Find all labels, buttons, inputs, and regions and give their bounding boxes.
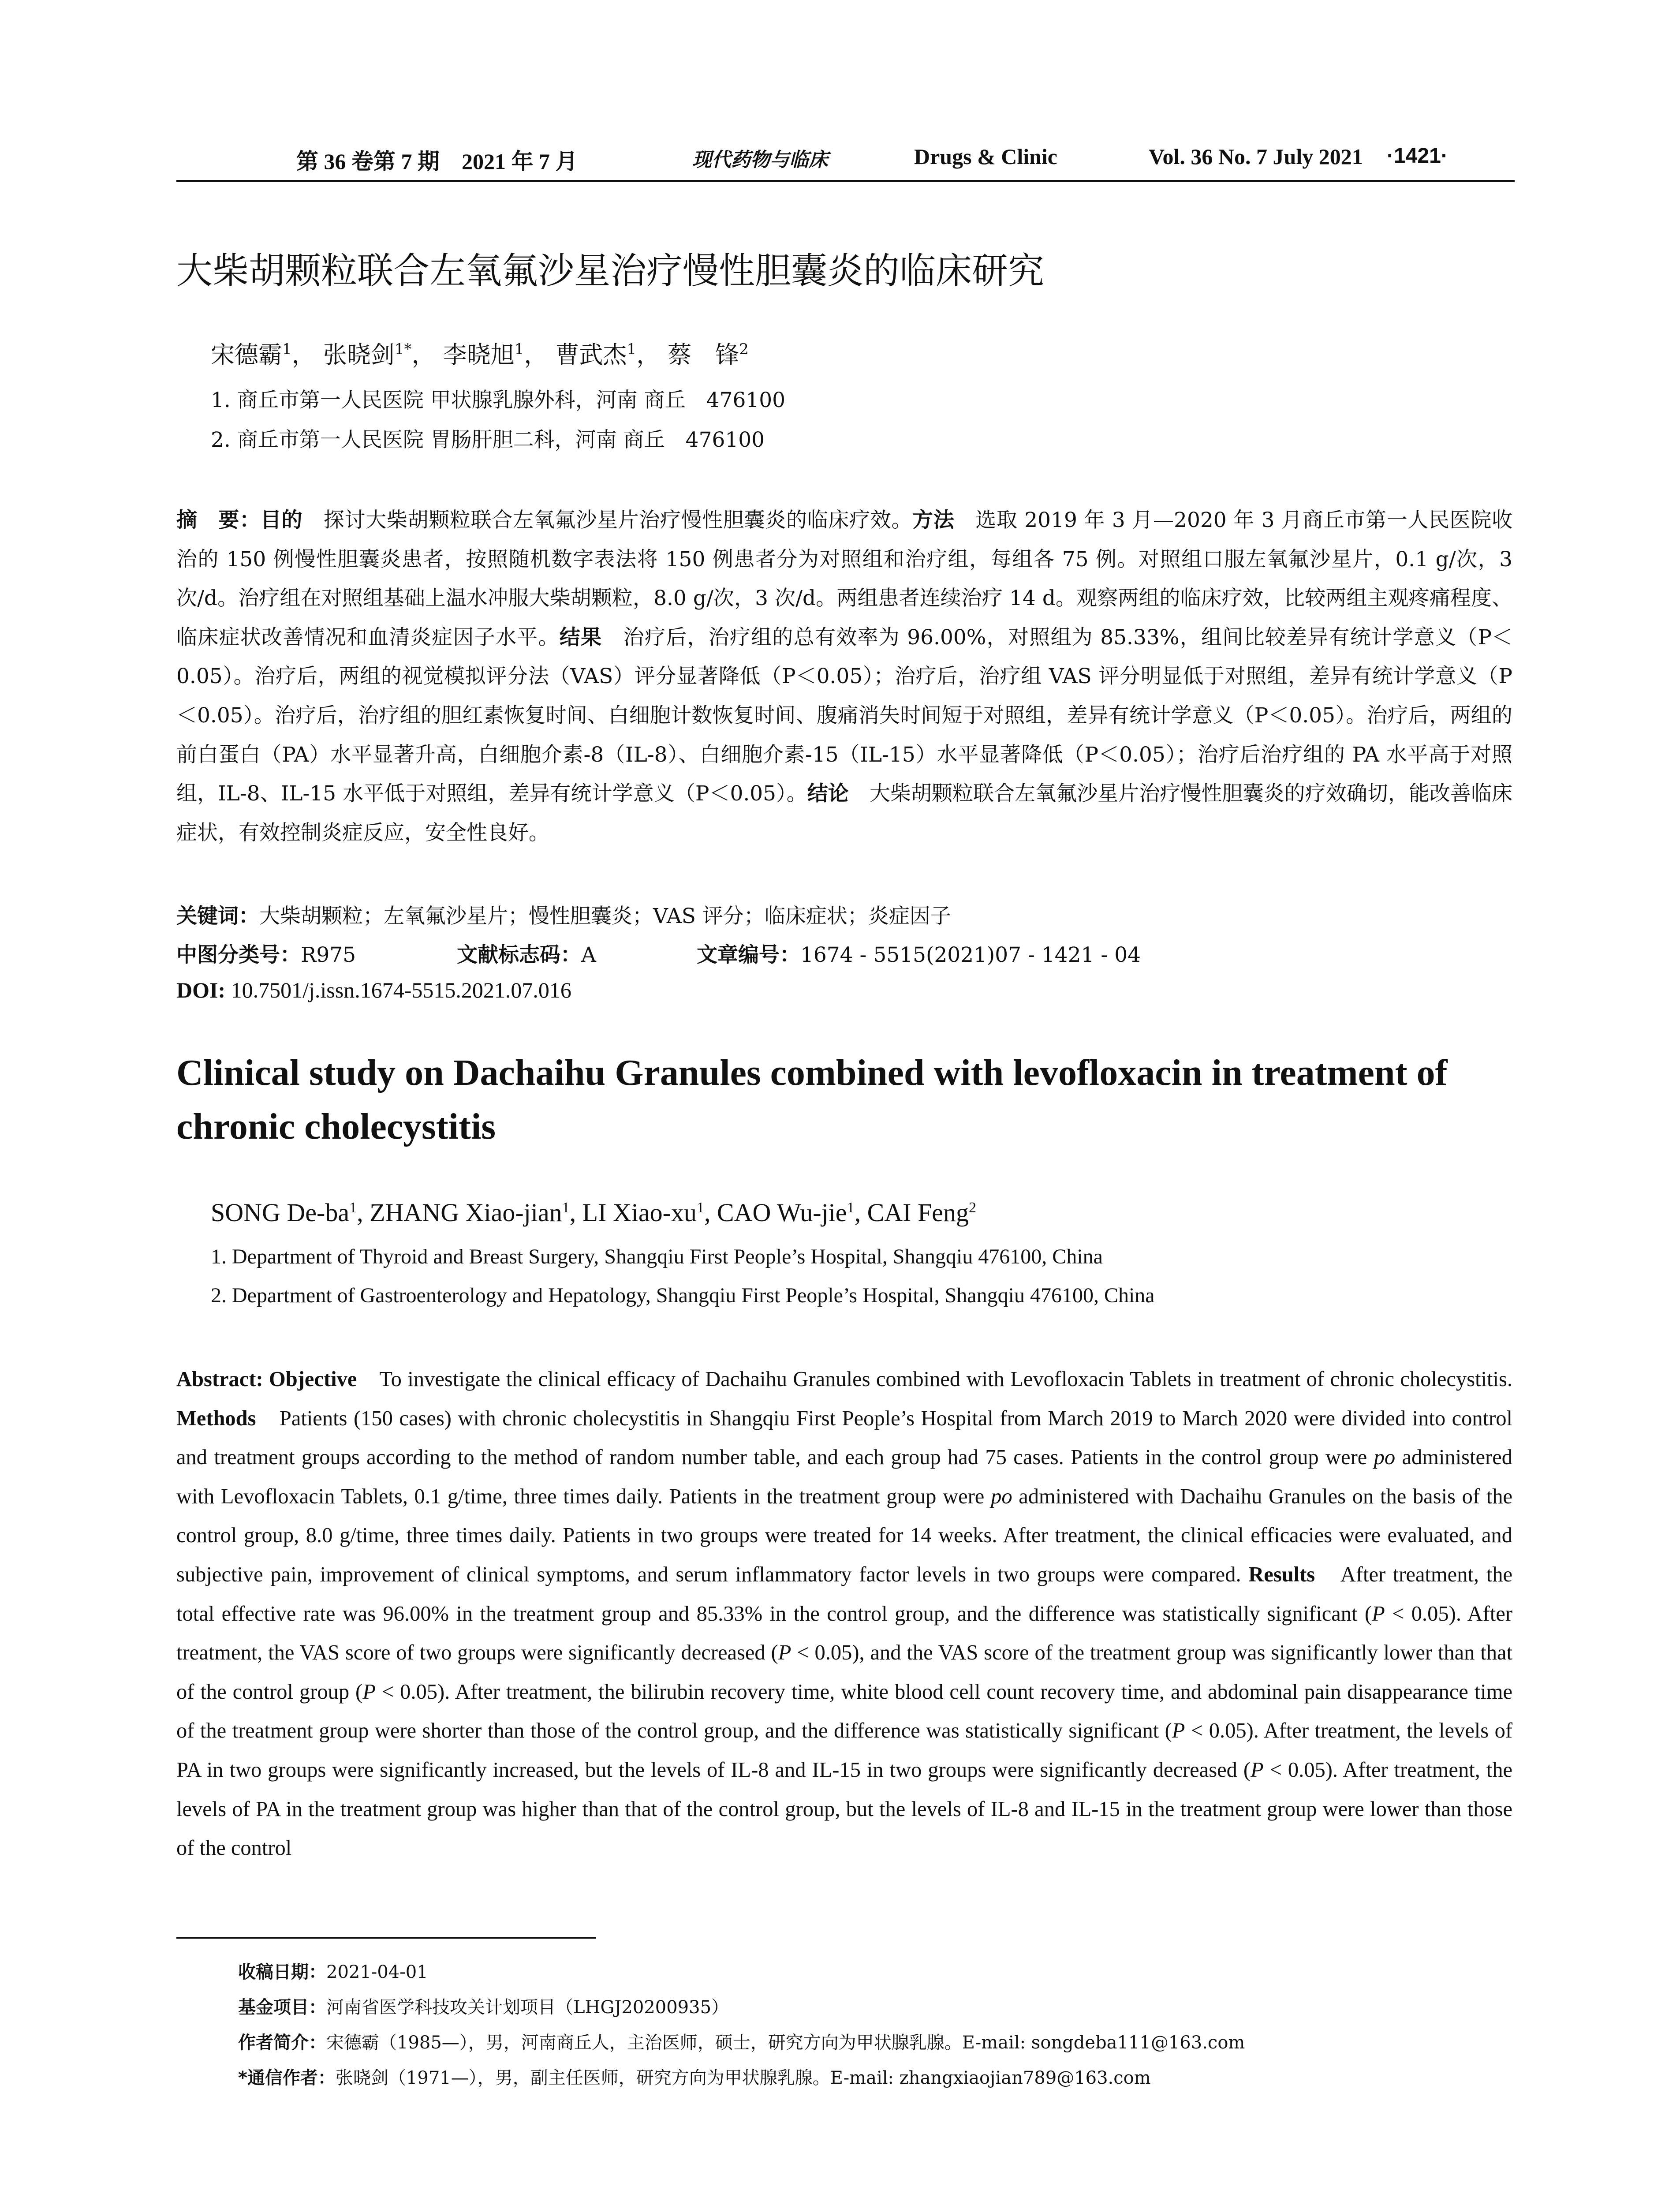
author-affiliation-mark: 1 (562, 1200, 570, 1216)
author-name-en: CAI Feng (867, 1198, 969, 1227)
doi-value: 10.7501/j.issn.1674-5515.2021.07.016 (225, 978, 571, 1002)
author-affiliation-mark: 1 (514, 340, 524, 358)
abstract-cn (176, 501, 1512, 852)
p-value-symbol: P (362, 1680, 376, 1704)
objective-label-cn: 目的 (260, 508, 303, 532)
results-text-en: < 0.05). After treatment, the bilirubin recovery time, white blood cell count recovery time, and abdominal pain disappearance time of the treatment group were shorter than those of the control group, and the difference was statistically significant ( (176, 1680, 1512, 1743)
keywords-text: 大柴胡颗粒；左氧氟沙星片；慢性胆囊炎；VAS 评分；临床症状；炎症因子 (259, 904, 951, 928)
methods-text-en: administered with Levofloxacin Tablets, 0.1 g/time, three times daily. Patients in the treatment group were (176, 1446, 1512, 1508)
author-bio-text: 宋德霸（1985—），男，河南商丘人，主治医师，硕士，研究方向为甲状腺乳腺。E-mail: songdeba111@163.com (326, 2033, 1245, 2053)
results-text-en: < 0.05). After treatment, the levels of PA in the treatment group was higher than that of the control group, but the levels of IL-8 and IL-15 in the treatment group were lower than those of the control (176, 1758, 1512, 1860)
author-affiliation-mark: 1 (627, 340, 637, 358)
document-code-label: 文献标志码： (457, 943, 581, 967)
author-separator: , (704, 1198, 717, 1227)
author-name-cn: 张晓剑 (323, 341, 395, 369)
corresponding-text: 张晓剑（1971—），男，副主任医师，研究方向为甲状腺乳腺。E-mail: zhangxiaojian789@163.com (335, 2068, 1151, 2088)
methods-label-en: Methods (176, 1406, 256, 1430)
route-po: po (1374, 1446, 1396, 1469)
header-page-number: ·1421· (1387, 144, 1448, 168)
author-affiliation-mark: 1 (349, 1200, 357, 1216)
article-title-cn: 大柴胡颗粒联合左氧氟沙星治疗慢性胆囊炎的临床研究 (176, 250, 1045, 292)
keywords-label: 关键词： (176, 904, 259, 928)
article-id (697, 938, 1141, 968)
results-text-en: < 0.05). After treatment, the VAS score of two groups were significantly decreased ( (176, 1602, 1512, 1665)
author-separator: , (854, 1198, 867, 1227)
footnote-corresponding-author (238, 2064, 1151, 2089)
author-name-en: SONG De-ba (211, 1198, 350, 1227)
author-separator: , (357, 1198, 370, 1227)
methods-text-cn: 选取 2019 年 3 月—2020 年 3 月商丘市第一人民医院收治的 150 例慢性胆囊炎患者，按照随机数字表法将 150 例患者分为对照组和治疗组，每组各 75 例。对照组口服左氧氟沙星片，0.1 g/次，3 次/d。治疗组在对照组基础上温水冲服大柴胡颗粒，8.0 g/次，3 次/d。两组患者连续治疗 14 d。观察两组的临床疗效，比较两组主观疼痛程度、临床症状改善情况和血清炎症因子水平。 (176, 508, 1513, 650)
objective-text-cn: 探讨大柴胡颗粒联合左氧氟沙星片治疗慢性胆囊炎的临床疗效。 (302, 508, 913, 532)
author-affiliation-mark: 1 (847, 1200, 855, 1216)
author-separator: ， (291, 341, 316, 369)
author-affiliation-mark: 1 (282, 340, 292, 358)
funding-text: 河南省医学科技攻关计划项目（LHGJ20200935） (326, 1997, 729, 2018)
author-affiliation-mark: 1* (394, 340, 412, 358)
header-journal-en: Drugs & Clinic (914, 144, 1057, 169)
doi-line (176, 977, 571, 1003)
article-id-value: 1674 - 5515(2021)07 - 1421 - 04 (800, 943, 1141, 967)
author-name-en: CAO Wu-jie (717, 1198, 847, 1227)
author-name-cn: 李晓旭 (443, 341, 515, 369)
results-text-en: < 0.05). After treatment, the levels of PA in two groups were significantly increased, but the levels of IL-8 and IL-15 in two groups were significantly decreased ( (176, 1719, 1512, 1782)
received-date: 2021-04-01 (326, 1962, 428, 1982)
author-name-cn: 宋德霸 (211, 341, 282, 369)
author-list-en (211, 1198, 976, 1227)
methods-label-cn: 方法 (912, 508, 955, 532)
author-separator: , (569, 1198, 582, 1227)
document-code-value: A (581, 943, 596, 967)
abstract-label-cn: 摘 要： (176, 508, 261, 532)
methods-text-en: Patients (150 cases) with chronic cholecystitis in Shangqiu First People’s Hospital from March 2019 to March 2020 were divided into control and treatment groups according to the method of random number table, and each group had 75 cases. Patients in the control group were (176, 1406, 1512, 1469)
header-issue-en: Vol. 36 No. 7 July 2021 (1149, 144, 1363, 169)
conclusion-label-cn: 结论 (807, 781, 849, 806)
p-value-symbol: P (1372, 1602, 1385, 1626)
author-name-en: ZHANG Xiao-jian (370, 1198, 562, 1227)
route-po: po (991, 1484, 1012, 1508)
p-value-symbol: P (1172, 1719, 1185, 1743)
running-header (176, 140, 1515, 182)
abstract-label-en: Abstract: (176, 1368, 269, 1391)
received-label: 收稿日期： (238, 1962, 326, 1982)
author-name-en: LI Xiao-xu (582, 1198, 697, 1227)
objective-text-en: To investigate the clinical efficacy of Dachaihu Granules combined with Levofloxacin Tablets in treatment of chronic cholecystitis. (357, 1368, 1512, 1391)
author-separator: ， (411, 341, 436, 369)
author-name-cn: 蔡 锋 (668, 341, 739, 369)
author-bio-label: 作者简介： (238, 2033, 326, 2053)
author-affiliation-mark: 1 (696, 1200, 704, 1216)
footnote-divider (176, 1937, 596, 1939)
results-text-cn: 治疗后，治疗组的总有效率为 96.00%，对照组为 85.33%，组间比较差异有统计学意义（P＜0.05）。治疗后，两组的视觉模拟评分法（VAS）评分显著降低（P＜0.05）；治疗后，治疗组 VAS 评分明显低于对照组，差异有统计学意义（P＜0.05）。治疗后，治疗组的胆红素恢复时间、白细胞计数恢复时间、腹痛消失时间短于对照组，差异有统计学意义（P＜0.05）。治疗后，两组的前白蛋白（PA）水平显著升高，白细胞介素-8（IL-8）、白细胞介素-15（IL-15）水平显著降低（P＜0.05）；治疗后治疗组的 PA 水平高于对照组，IL-8、IL-15 水平低于对照组，差异有统计学意义（P＜0.05）。 (176, 625, 1512, 806)
header-journal-cn: 现代药物与临床 (692, 149, 828, 171)
conclusion-text-cn: 大柴胡颗粒联合左氧氟沙星片治疗慢性胆囊炎的疗效确切，能改善临床症状，有效控制炎症反应，安全性良好。 (176, 781, 1512, 845)
results-text-en: After treatment, the total effective rate was 96.00% in the treatment group and 85.33% in the control group, and the difference was statistically significant ( (176, 1562, 1512, 1626)
article-id-label: 文章编号： (697, 943, 800, 967)
document-code (457, 938, 596, 968)
results-text-en: < 0.05), and the VAS score of the treatment group was significantly lower than that of the control group ( (176, 1641, 1512, 1704)
footnote-author-bio (238, 2029, 1245, 2054)
doi-label: DOI: (176, 978, 226, 1002)
results-label-cn: 结果 (559, 625, 602, 650)
funding-label: 基金项目： (238, 1997, 326, 2018)
classification-number (176, 938, 356, 968)
affiliation-en-1: 1. Department of Thyroid and Breast Surgery, Shangqiu First People’s Hospital, Shangqiu 476100, China (211, 1245, 1103, 1268)
keywords-cn (176, 900, 951, 929)
affiliation-cn-2: 2. 商丘市第一人民医院 胃肠肝胆二科，河南 商丘 476100 (211, 428, 765, 452)
author-separator: ， (524, 341, 548, 369)
author-name-cn: 曹武杰 (555, 341, 627, 369)
corresponding-label: *通信作者： (238, 2068, 336, 2088)
footnote-received (238, 1958, 428, 1983)
author-affiliation-mark: 2 (739, 340, 749, 358)
classification-label: 中图分类号： (176, 943, 301, 967)
affiliation-cn-1: 1. 商丘市第一人民医院 甲状腺乳腺外科，河南 商丘 476100 (211, 388, 786, 412)
author-affiliation-mark: 2 (968, 1200, 976, 1216)
classification-value: R975 (301, 943, 356, 967)
objective-label-en: Objective (269, 1368, 357, 1391)
author-list-cn (211, 336, 749, 370)
footnote-funding (238, 1993, 729, 2018)
results-label-en: Results (1248, 1562, 1315, 1586)
affiliation-en-2: 2. Department of Gastroenterology and Hepatology, Shangqiu First People’s Hospital, Shangqiu 476100, China (211, 1284, 1155, 1307)
author-separator: ， (636, 341, 661, 369)
abstract-en (176, 1360, 1512, 1868)
p-value-symbol: P (1250, 1758, 1264, 1782)
article-title-en: Clinical study on Dachaihu Granules combined with levofloxacin in treatment of chronic cholecystitis (176, 1052, 1448, 1147)
header-issue-cn: 第 36 卷第 7 期 2021 年 7 月 (296, 149, 578, 174)
methods-text-en: administered with Dachaihu Granules on the basis of the control group, 8.0 g/time, three times daily. Patients in two groups were treated for 14 weeks. After treatment, the clinical efficacies were evaluated, and subjective pain, improvement of clinical symptoms, and serum inflammatory factor levels in two groups were compared. (176, 1484, 1513, 1586)
p-value-symbol: P (778, 1641, 791, 1665)
